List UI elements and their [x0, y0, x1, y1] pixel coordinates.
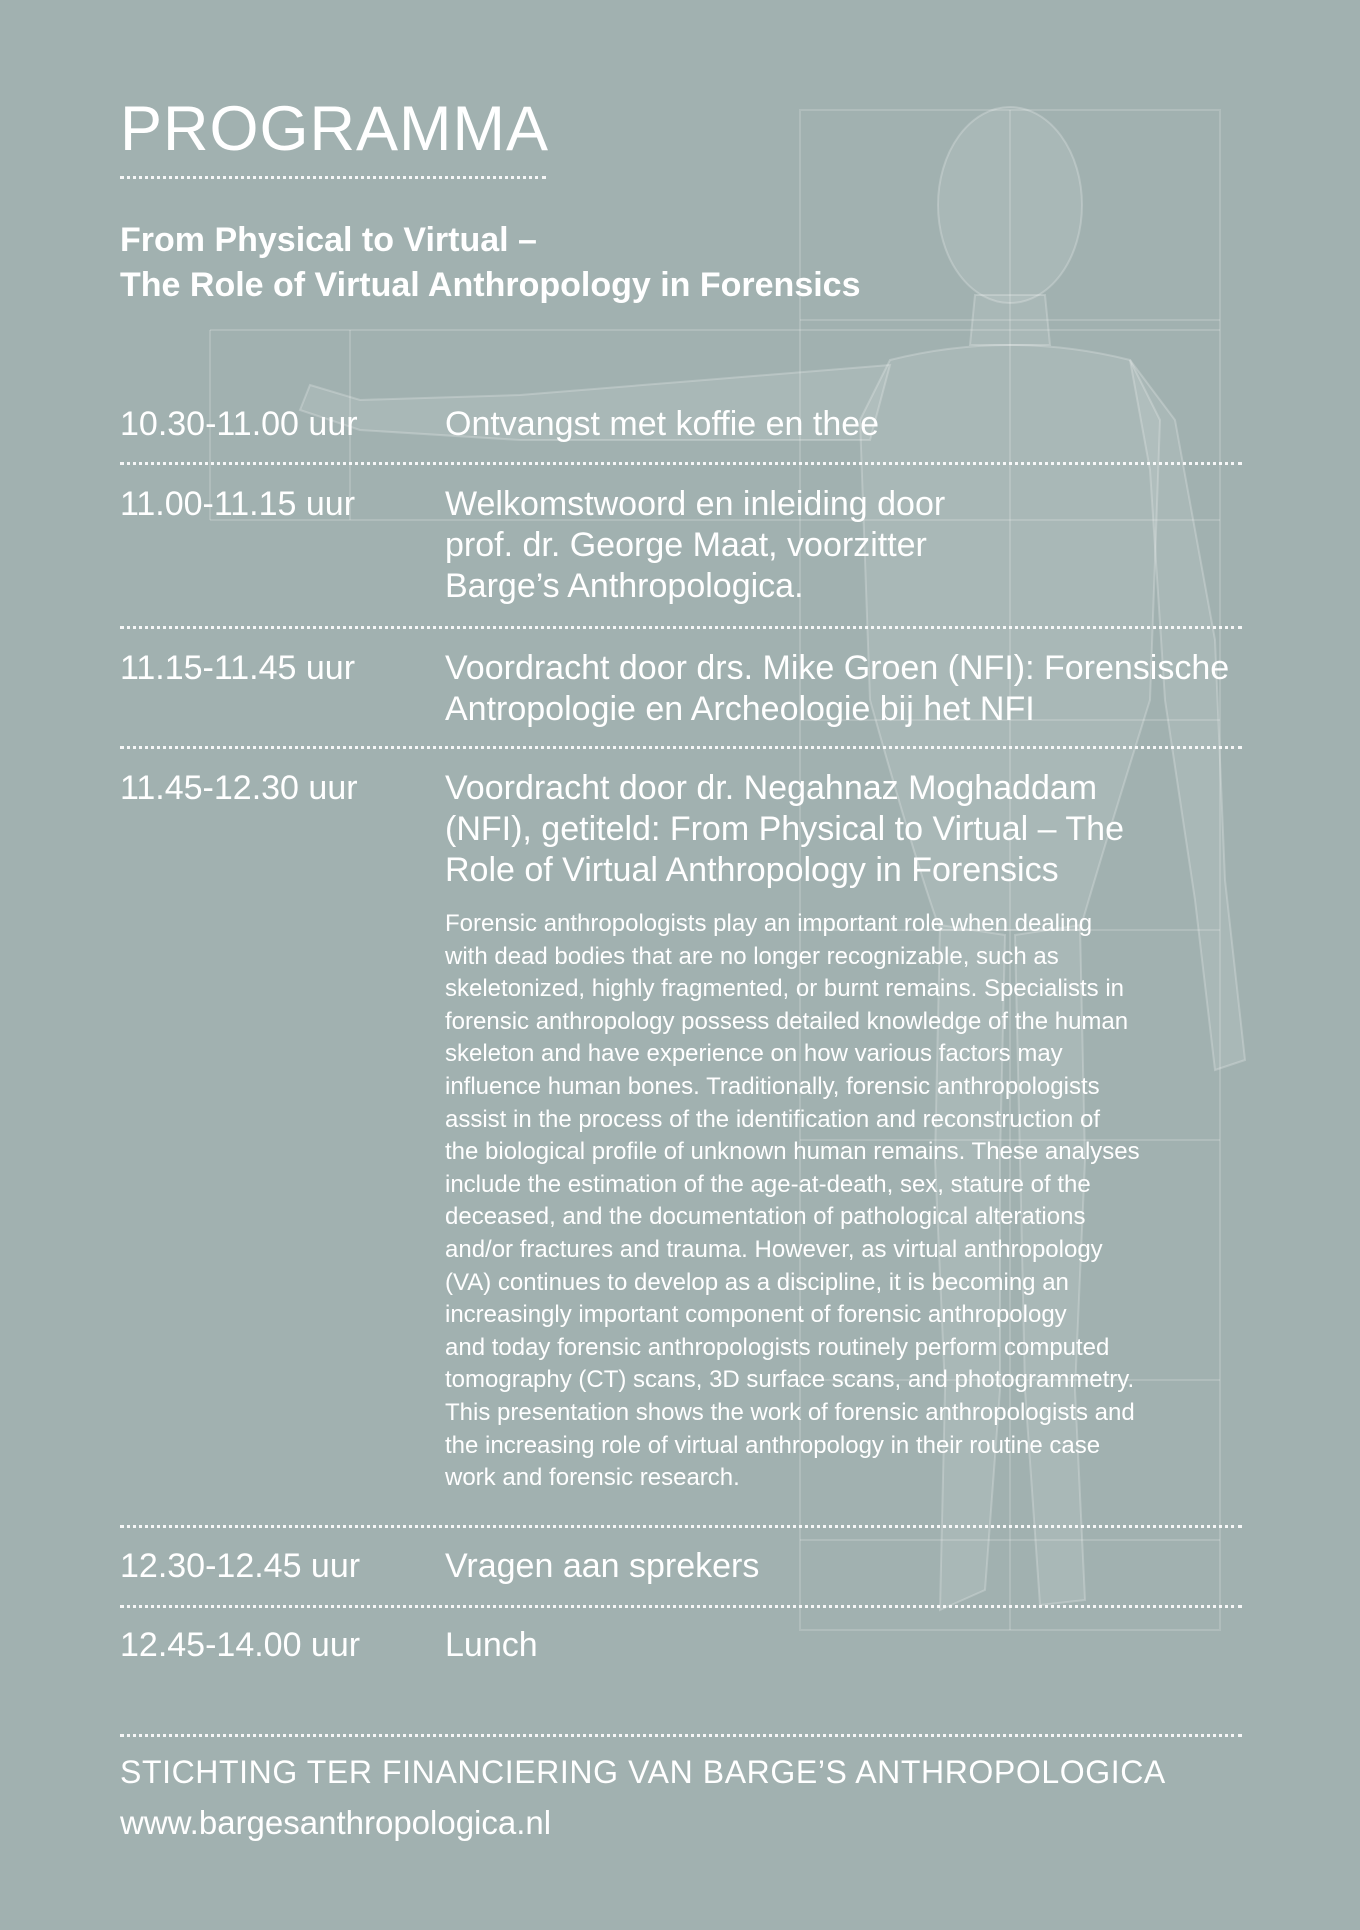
program-description	[445, 1625, 1250, 1666]
description-line: (NFI), getiteld: From Physical to Virtual – The	[445, 810, 1124, 848]
abstract-line: work and forensic research.	[445, 1464, 740, 1492]
row-divider	[120, 626, 1242, 629]
description-line: Voordracht door dr. Negahnaz Moghaddam	[445, 769, 1098, 807]
abstract-line: (VA) continues to develop as a discipline, it is becoming an	[445, 1268, 1069, 1296]
description-line: Barge’s Anthropologica.	[445, 567, 804, 605]
program-time: 11.15-11.45 uur	[120, 649, 356, 687]
description-line: Vragen aan sprekers	[445, 1547, 760, 1585]
abstract-line: with dead bodies that are no longer recognizable, such as	[445, 942, 1059, 970]
row-divider	[120, 1605, 1242, 1608]
subtitle-line: The Role of Virtual Anthropology in Forensics	[120, 266, 861, 304]
abstract-line: increasingly important component of forensic anthropology	[445, 1301, 1067, 1329]
row-divider	[120, 1525, 1242, 1528]
program-time: 10.30-11.00 uur	[120, 405, 358, 443]
program-time: 12.45-14.00 uur	[120, 1626, 361, 1664]
abstract-line: This presentation shows the work of forensic anthropologists and	[445, 1398, 1135, 1426]
abstract-line: and today forensic anthropologists routinely perform computed	[445, 1333, 1110, 1361]
program-description	[445, 648, 1250, 730]
program-description	[445, 1546, 1250, 1587]
abstract-line: assist in the process of the identification and reconstruction of	[445, 1105, 1101, 1133]
description-line: Lunch	[445, 1626, 538, 1664]
abstract-line: tomography (CT) scans, 3D surface scans, and photogrammetry.	[445, 1366, 1135, 1394]
description-line: Welkomstwoord en inleiding door	[445, 485, 946, 523]
description-line: prof. dr. George Maat, voorzitter	[445, 526, 927, 564]
website-link[interactable]: www.bargesanthropologica.nl	[120, 1804, 552, 1841]
program-description	[445, 404, 1250, 445]
title-divider	[120, 176, 546, 179]
description-line: Antropologie en Archeologie bij het NFI	[445, 690, 1035, 728]
organization-name: STICHTING TER FINANCIERING VAN BARGE’S ANTHROPOLOGICA	[120, 1754, 1166, 1790]
footer-divider	[120, 1734, 1242, 1737]
abstract-line: deceased, and the documentation of pathological alterations	[445, 1203, 1086, 1231]
program-time: 11.00-11.15 uur	[120, 485, 356, 523]
description-line: Role of Virtual Anthropology in Forensics	[445, 851, 1059, 889]
abstract-line: and/or fractures and trauma. However, as virtual anthropology	[445, 1235, 1103, 1263]
page-title: PROGRAMMA	[120, 94, 550, 164]
program-time: 12.30-12.45 uur	[120, 1547, 361, 1585]
abstract-line: skeletonized, highly fragmented, or burnt remains. Specialists in	[445, 975, 1125, 1003]
description-line: Ontvangst met koffie en thee	[445, 405, 880, 443]
talk-abstract	[445, 908, 1245, 1495]
event-subtitle	[120, 218, 861, 308]
abstract-line: Forensic anthropologists play an important role when dealing	[445, 910, 1093, 937]
subtitle-line: From Physical to Virtual –	[120, 221, 537, 259]
row-divider	[120, 462, 1242, 465]
abstract-line: skeleton and have experience on how various factors may	[445, 1040, 1063, 1068]
abstract-line: include the estimation of the age-at-death, sex, stature of the	[445, 1170, 1091, 1198]
abstract-line: the biological profile of unknown human remains. These analyses	[445, 1138, 1140, 1166]
abstract-line: influence human bones. Traditionally, forensic anthropologists	[445, 1072, 1100, 1100]
program-description	[445, 768, 1250, 891]
row-divider	[120, 746, 1242, 749]
description-line: Voordracht door drs. Mike Groen (NFI): Forensische	[445, 649, 1230, 687]
abstract-line: forensic anthropology possess detailed knowledge of the human	[445, 1007, 1129, 1035]
program-time: 11.45-12.30 uur	[120, 769, 358, 807]
program-description	[445, 484, 1250, 607]
abstract-line: the increasing role of virtual anthropology in their routine case	[445, 1431, 1101, 1459]
